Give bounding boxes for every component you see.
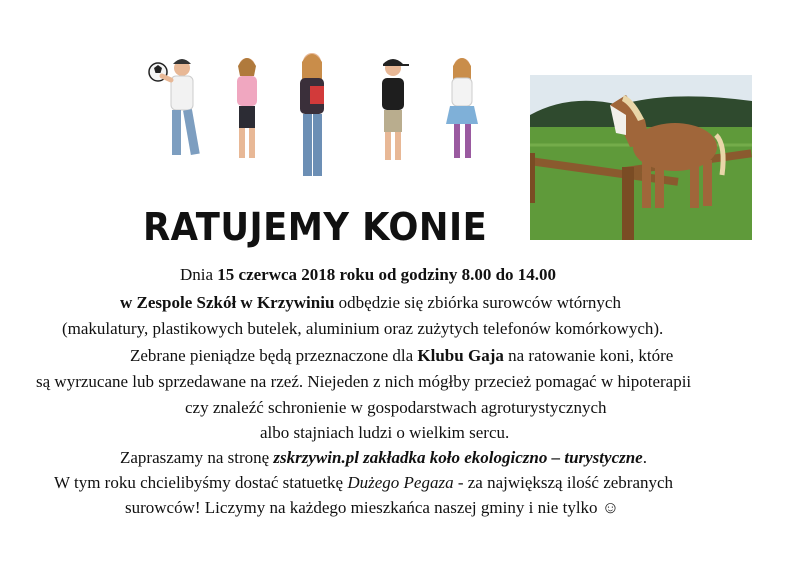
- line-website-a: Zapraszamy na stronę: [120, 448, 274, 467]
- child-with-books: [300, 53, 324, 176]
- line-award-c: - za największą ilość zebranych: [453, 473, 674, 492]
- line-award: [54, 472, 673, 494]
- line-shelter: czy znaleźć schronienie w gospodarstwach agroturystycznych: [185, 398, 607, 417]
- line-award-a: W tym roku chcielibyśmy dostać statuetkę: [54, 473, 348, 492]
- horse-photo: [530, 75, 752, 240]
- event-date: 15 czerwca 2018 roku od godziny 8.00 do 14.00: [217, 265, 557, 284]
- website-link[interactable]: zskrzywin.pl zakładka koło ekologiczno – turystyczne: [273, 448, 643, 467]
- award-name: Dużego Pegaza: [347, 473, 454, 492]
- line-location-rest: odbędzie się zbiórka surowców wtórnych: [334, 293, 621, 312]
- child-with-ball: [149, 59, 200, 155]
- line-website: [120, 447, 647, 469]
- line-website-c: .: [642, 448, 647, 467]
- line-materials: (makulatury, plastikowych butelek, aluminium oraz zużytych telefonów komórkowych).: [62, 319, 664, 338]
- child-with-skirt: [446, 58, 478, 158]
- line-date: [180, 264, 556, 286]
- line-purpose-c: na ratowanie koni, które: [503, 346, 674, 365]
- child-pink-top: [237, 58, 257, 158]
- line-purpose: [130, 345, 673, 367]
- child-with-cap: [382, 59, 409, 160]
- line-purpose-a: Zebrane pieniądze będą przeznaczone dla: [130, 346, 418, 365]
- children-illustration: [140, 50, 490, 190]
- line-people: albo stajniach ludzi o wielkim sercu.: [260, 423, 510, 442]
- line-horses: są wyrzucane lub sprzedawane na rzeź. Niejeden z nich mógłby przecież pomagać w hipoterapii: [36, 372, 692, 391]
- line-date-prefix: Dnia: [180, 265, 218, 284]
- poster-title: RATUJEMY KONIE: [143, 205, 488, 249]
- line-closing: surowców! Liczymy na każdego mieszkańca naszej gminy i nie tylko ☺: [125, 498, 620, 517]
- club-name: Klubu Gaja: [417, 346, 504, 365]
- event-location: w Zespole Szkół w Krzywiniu: [120, 293, 335, 312]
- line-location: [120, 292, 621, 314]
